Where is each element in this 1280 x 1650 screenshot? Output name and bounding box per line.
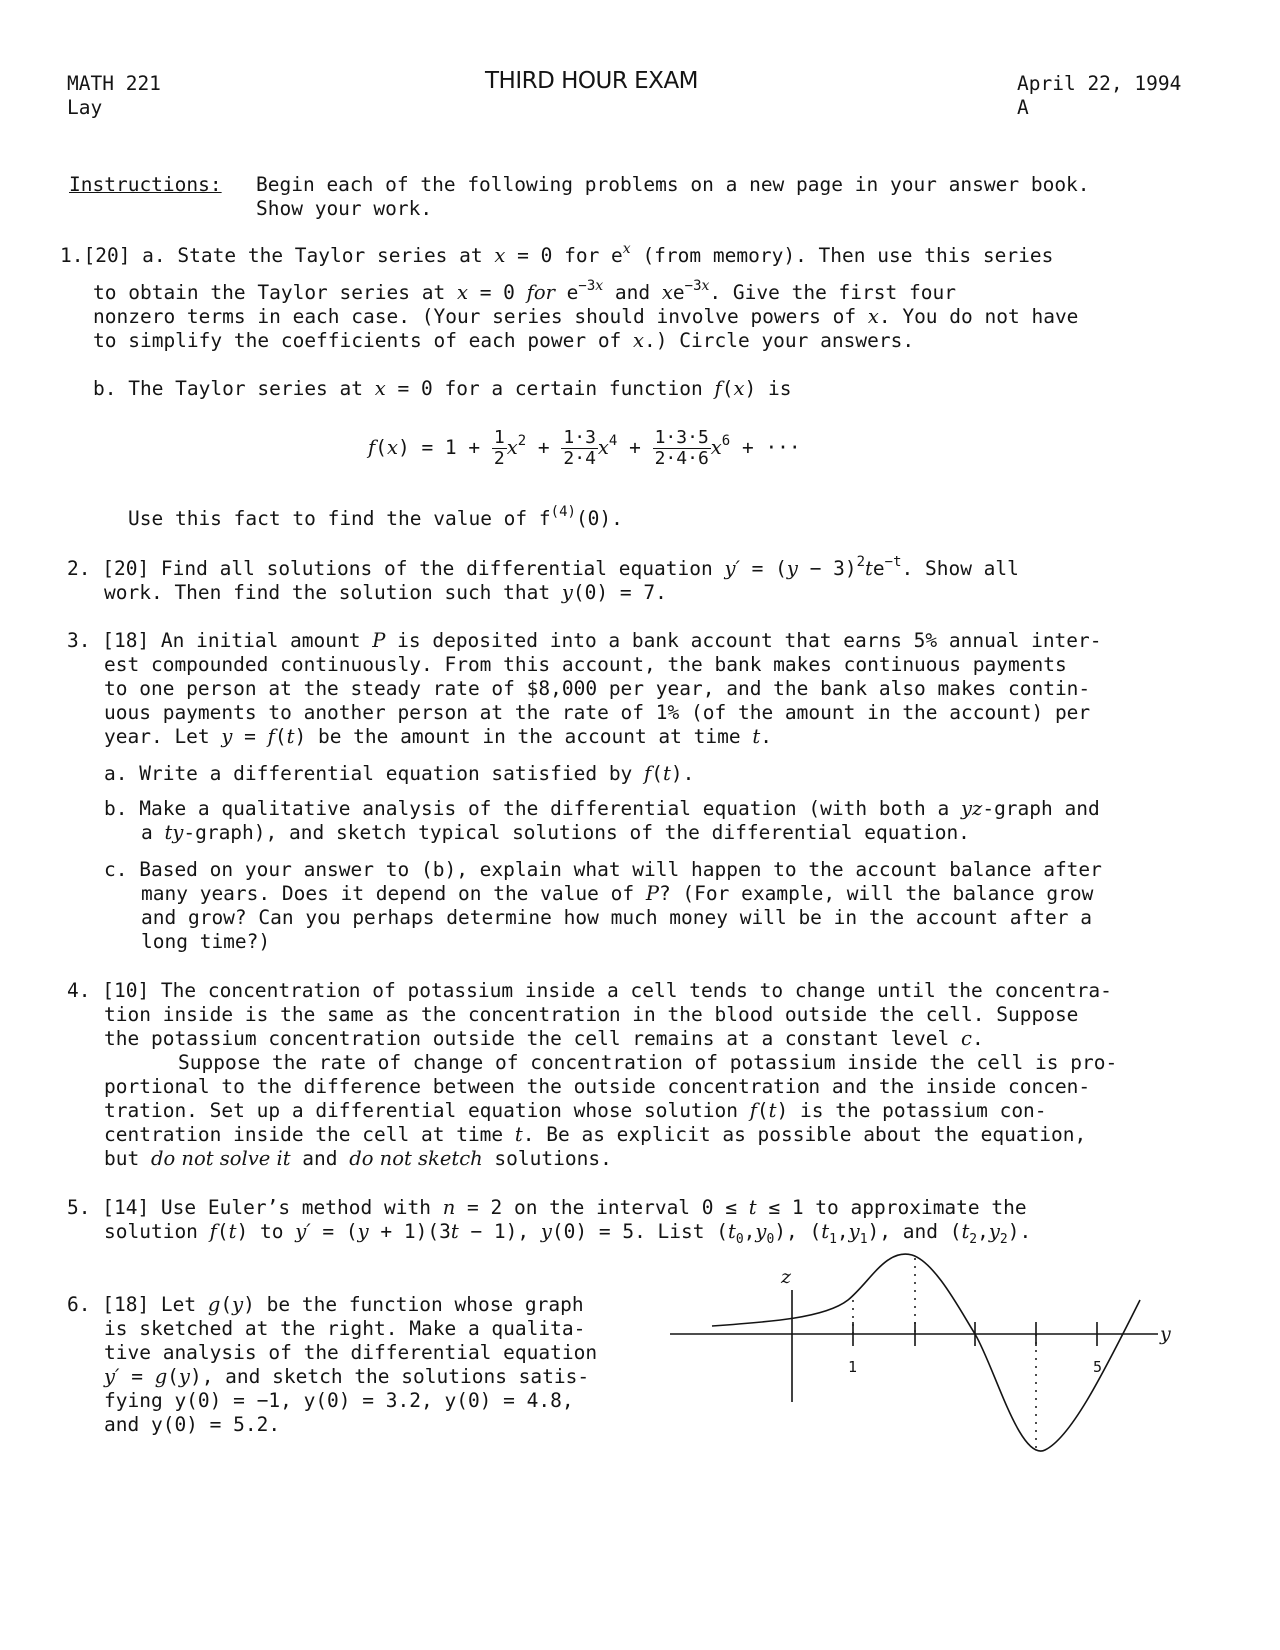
problem-1a-line-3: nonzero terms in each case. (Your series should involve powers of x. You do not have	[93, 305, 1079, 328]
problem-1a-line-4: to simplify the coefficients of each power of x.) Circle your answers.	[93, 329, 915, 352]
problem-3b-line-2: a ty-graph), and sketch typical solutions of the differential equation.	[141, 821, 970, 844]
problem-2-line-1: 2. [20] Find all solutions of the differential equation $y' = (y - 3)^2te^{-t}$. Show all	[67, 553, 1019, 580]
problem-4-line-2: tion inside is the same as the concentration in the blood outside the cell. Suppose	[104, 1003, 1079, 1026]
course-code: MATH 221	[67, 72, 161, 95]
problem-4-line-1: 4. [10] The concentration of potassium inside a cell tends to change until the concentra-	[67, 979, 1112, 1002]
problem-3a: a. Write a differential equation satisfied by f(t).	[104, 762, 695, 785]
problem-3-line-3: to one person at the steady rate of $8,000 per year, and the bank also makes contin-	[104, 677, 1091, 700]
problem-1a-line-2: to obtain the Taylor series at x = 0 for $e^{-3x}$ and $xe^{-3x}$. Give the first four	[93, 277, 956, 304]
instructions-line-1: Begin each of the following problems on a new page in your answer book.	[256, 173, 1090, 196]
problem-3c-line-3: and grow? Can you perhaps determine how much money will be in the account after a	[141, 906, 1092, 929]
tick-label-5: 5	[1093, 1358, 1103, 1376]
problem-3-line-2: est compounded continuously. From this account, the bank makes continuous payments	[104, 653, 1067, 676]
problem-3b-line-1: b. Make a qualitative analysis of the differential equation (with both a yz-graph and	[104, 797, 1100, 820]
problem-4-line-7: centration inside the cell at time t. Be as explicit as possible about the equation,	[104, 1123, 1087, 1146]
problem-1b-line-2: Use this fact to find the value of $f^{(4)}(0)$.	[128, 503, 623, 530]
problem-1b-equation: f(x) = 1 + $\frac{1}{2}$ $x^2$ + $\frac{1\cdot 3}{2\cdot 4}$ $x^4$ + $\frac{1\cdot 3\cdot 5}{2\cdot 4\cdot 6}$ $x^6$ + ···	[368, 427, 801, 469]
exam-date: April 22, 1994	[1017, 72, 1182, 95]
instructions-label: Instructions:	[69, 173, 222, 196]
problem-4-line-3: the potassium concentration outside the cell remains at a constant level c.	[104, 1027, 984, 1050]
problem-4-line-4: Suppose the rate of change of concentration of potassium inside the cell is pro-	[178, 1051, 1118, 1074]
problem-5-line-2: solution f(t) to y′ = (y + 1)(3t − 1), y(0) = 5. List $(t_0,y_0)$, $(t_1,y_1)$, and $(t_2,y_2)$.	[104, 1220, 1032, 1247]
problem-3c-line-4: long time?)	[141, 930, 271, 953]
problem-1b-line-1: b. The Taylor series at x = 0 for a certain function f(x) is	[93, 377, 792, 400]
problem-6-line-2: is sketched at the right. Make a qualita-	[104, 1317, 586, 1340]
problem-4-line-5: portional to the difference between the outside concentration and the inside concen-	[104, 1075, 1091, 1098]
problem-1a-line-1: 1.[20] a. State the Taylor series at x = 0 for $e^x$ (from memory). Then use this series	[60, 240, 1054, 267]
problem-5-line-1: 5. [14] Use Euler’s method with n = 2 on the interval 0 ≤ t ≤ 1 to approximate the	[67, 1196, 1027, 1219]
exam-version: A	[1017, 96, 1029, 119]
z-axis-label: z	[781, 1266, 792, 1288]
problem-2-line-2: work. Then find the solution such that y(0) = 7.	[104, 581, 667, 604]
problem-6-line-5: fying y(0) = −1, y(0) = 3.2, y(0) = 4.8,	[104, 1389, 574, 1412]
problem-4-line-6: tration. Set up a differential equation whose solution f(t) is the potassium con-	[104, 1099, 1047, 1122]
problem-3c-line-2: many years. Does it depend on the value of P? (For example, will the balance grow	[141, 882, 1094, 905]
g-curve	[712, 1254, 1140, 1451]
y-axis-label: y	[1160, 1323, 1171, 1345]
instructor-name: Lay	[67, 96, 103, 119]
instructions-line-2: Show your work.	[256, 197, 433, 220]
problem-3c-line-1: c. Based on your answer to (b), explain what will happen to the account balance after	[104, 858, 1102, 881]
tick-label-1: 1	[848, 1358, 858, 1376]
problem-3-line-4: uous payments to another person at the rate of 1% (of the amount in the account) per	[104, 701, 1091, 724]
problem-6-line-6: and y(0) = 5.2.	[104, 1413, 281, 1436]
problem-6-line-4: y′ = g(y), and sketch the solutions satis-	[104, 1365, 590, 1388]
problem-3-line-1: 3. [18] An initial amount P is deposited into a bank account that earns 5% annual inter-	[67, 629, 1102, 652]
problem-4-line-8: but do not solve it and do not sketch solutions.	[104, 1147, 612, 1170]
exam-title: THIRD HOUR EXAM	[485, 68, 699, 94]
problem-3-line-5: year. Let y = f(t) be the amount in the account at time t.	[104, 725, 772, 748]
problem-6-line-3: tive analysis of the differential equation	[104, 1341, 598, 1364]
problem-6-line-1: 6. [18] Let g(y) be the function whose graph	[67, 1293, 584, 1316]
